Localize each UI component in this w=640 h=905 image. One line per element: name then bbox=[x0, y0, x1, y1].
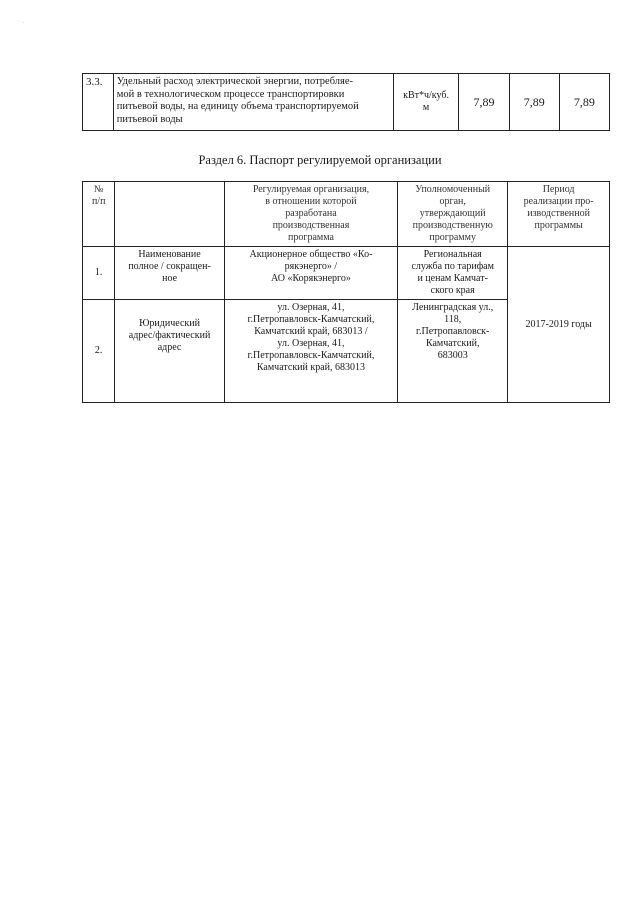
indicator-number: 3.3. bbox=[83, 74, 114, 131]
row-label: Юридический адрес/фактический адрес bbox=[115, 300, 224, 403]
row-label: Наименование полное / сокращен- ное bbox=[115, 247, 224, 300]
header-blank bbox=[115, 182, 224, 247]
section-title: Раздел 6. Паспорт регулируемой организации bbox=[198, 153, 442, 167]
corner-mark: · . bbox=[18, 18, 25, 25]
table-row bbox=[83, 247, 610, 300]
table-row bbox=[83, 74, 610, 131]
row-authority: Региональная служба по тарифам и ценам Камчат- ского края bbox=[398, 247, 508, 300]
period-value: 2017-2019 годы bbox=[508, 247, 610, 403]
passport-table bbox=[82, 181, 610, 403]
indicator-table bbox=[82, 73, 610, 131]
header-period: Период реализации про- изводственной программы bbox=[508, 182, 610, 247]
header-organization: Регулируемая организация, в отношении которой разработана производственная программа bbox=[224, 182, 397, 247]
row-organization: Акционерное общество «Ко- рякэнерго» / АО «Корякэнерго» bbox=[224, 247, 397, 300]
header-number: № п/п bbox=[83, 182, 115, 247]
header-authority: Уполномоченный орган, утверждающий производственную программу bbox=[398, 182, 508, 247]
indicator-description: Удельный расход электрической энергии, потребляе- мой в технологическом процессе транспортировки питьевой воды, на единицу объема транспортируемой питьевой воды bbox=[113, 74, 393, 131]
row-number: 1. bbox=[83, 247, 115, 300]
row-number: 2. bbox=[83, 300, 115, 403]
indicator-value-1: 7,89 bbox=[459, 74, 509, 131]
indicator-value-3: 7,89 bbox=[559, 74, 609, 131]
indicator-unit: кВт*ч/куб. м bbox=[393, 74, 459, 131]
indicator-value-2: 7,89 bbox=[509, 74, 559, 131]
row-organization: ул. Озерная, 41, г.Петропавловск-Камчатский, Камчатский край, 683013 / ул. Озерная, 41, г.Петропавловск-Камчатский, Камчатский край, 683013 bbox=[224, 300, 397, 403]
table-header-row bbox=[83, 182, 610, 247]
row-authority: Ленинградская ул., 118, г.Петропавловск- Камчатский, 683003 bbox=[398, 300, 508, 403]
